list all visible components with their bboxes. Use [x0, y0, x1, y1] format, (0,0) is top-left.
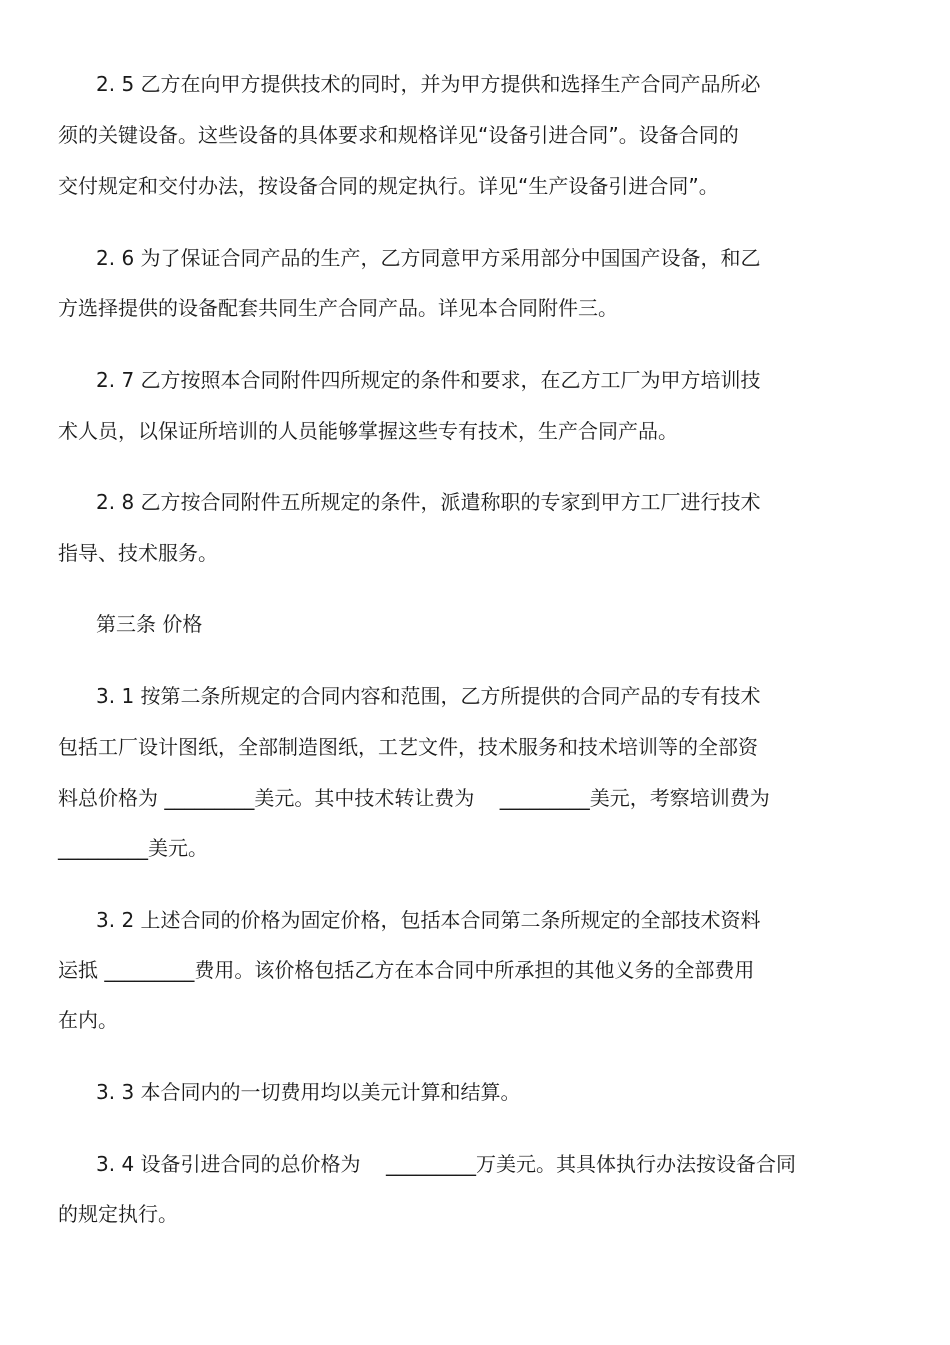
clause-2-7-line-2: 术人员，以保证所培训的人员能够掌握这些专有技术，生产合同产品。 [58, 419, 678, 443]
clause-2-6-line-1: 2. 6 为了保证合同产品的生产，乙方同意甲方采用部分中国国产设备，和乙 [96, 246, 761, 270]
clause-3-1-line-3: 料总价格为 _________美元。其中技术转让费为 _________美元，考察培训费为 [58, 786, 770, 810]
clause-2-5-line-3: 交付规定和交付办法，按设备合同的规定执行。详见“生产设备引进合同”。 [58, 174, 719, 198]
clause-3-1-line-1: 3. 1 按第二条所规定的合同内容和范围，乙方所提供的合同产品的专有技术 [96, 684, 761, 708]
clause-3-3-line-1: 3. 3 本合同内的一切费用均以美元计算和结算。 [96, 1080, 521, 1104]
clause-2-7-line-1: 2. 7 乙方按照本合同附件四所规定的条件和要求，在乙方工厂为甲方培训技 [96, 368, 761, 392]
clause-2-8-line-1: 2. 8 乙方按合同附件五所规定的条件，派遣称职的专家到甲方工厂进行技术 [96, 490, 761, 514]
clause-3-2-line-2: 运抵 _________费用。该价格包括乙方在本合同中所承担的其他义务的全部费用 [58, 958, 755, 982]
clause-2-8-line-2: 指导、技术服务。 [58, 541, 218, 565]
clause-2-5-line-1: 2. 5 乙方在向甲方提供技术的同时，并为甲方提供和选择生产合同产品所必 [96, 72, 761, 96]
clause-3-2-line-3: 在内。 [58, 1008, 118, 1032]
clause-3-1-line-4: _________美元。 [58, 836, 208, 860]
clause-2-6-line-2: 方选择提供的设备配套共同生产合同产品。详见本合同附件三。 [58, 296, 618, 320]
clause-3-4-line-1: 3. 4 设备引进合同的总价格为 _________万美元。其具体执行办法按设备合同 [96, 1152, 796, 1176]
clause-3-2-line-1: 3. 2 上述合同的价格为固定价格，包括本合同第二条所规定的全部技术资料 [96, 908, 761, 932]
clause-3-4-line-2: 的规定执行。 [58, 1202, 178, 1226]
clause-3-1-line-2: 包括工厂设计图纸，全部制造图纸，工艺文件，技术服务和技术培训等的全部资 [58, 735, 758, 759]
article-3-heading: 第三条 价格 [96, 612, 203, 636]
clause-2-5-line-2: 须的关键设备。这些设备的具体要求和规格详见“设备引进合同”。设备合同的 [58, 123, 739, 147]
